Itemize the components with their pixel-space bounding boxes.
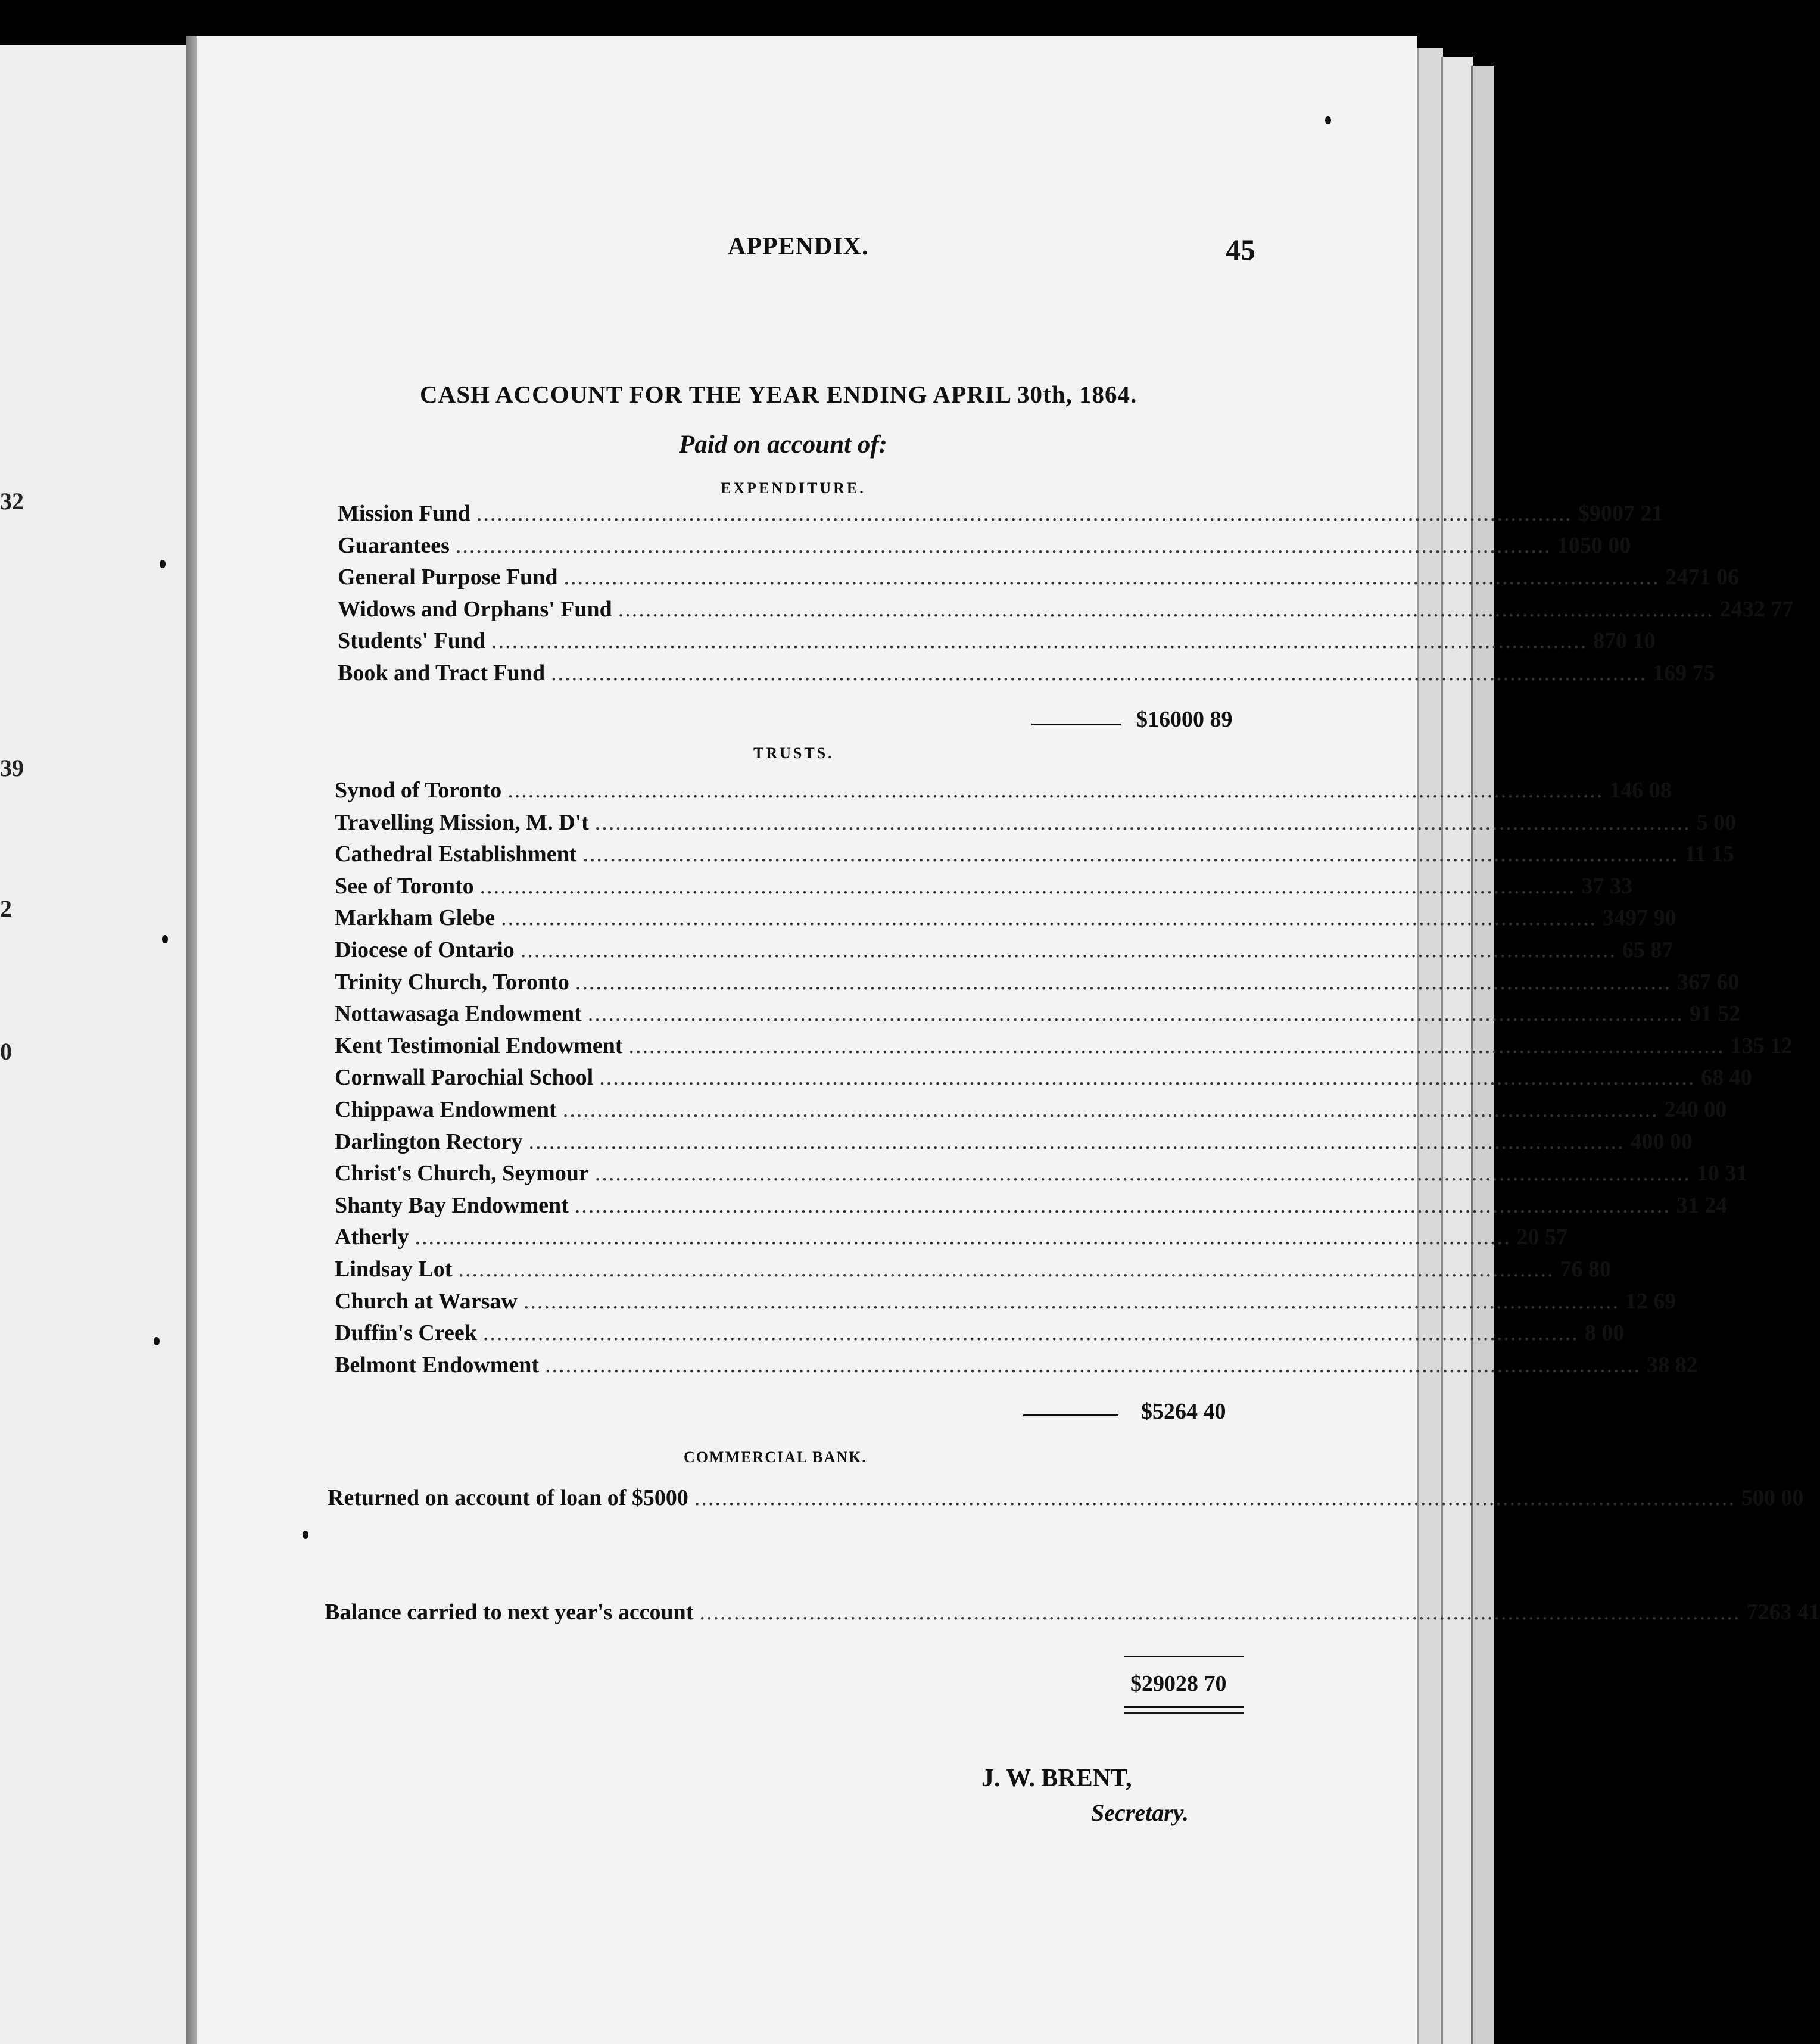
row-amount: 68 40: [1701, 1065, 1752, 1090]
row-amount: 146 08: [1609, 778, 1672, 803]
ledger-row: [335, 1320, 1625, 1350]
row-label: Duffin's Creek: [335, 1320, 477, 1346]
row-amount: 169 75: [1653, 660, 1715, 686]
row-label: Guarantees: [338, 532, 450, 558]
ledger-row: [335, 1192, 1728, 1222]
row-label: Darlington Rectory: [335, 1129, 523, 1154]
running-header: APPENDIX.: [728, 233, 869, 260]
trusts-total: $5264 40: [1141, 1399, 1226, 1424]
dot-leader: ................................................................................................................................................................: [476, 501, 1572, 526]
row-label: See of Toronto: [335, 873, 474, 899]
ink-speck: [160, 560, 166, 568]
row-label: Widows and Orphans' Fund: [338, 596, 612, 622]
row-amount: 12 69: [1625, 1288, 1676, 1314]
ledger-row: [335, 1352, 1698, 1382]
row-amount: 37 33: [1581, 873, 1633, 899]
ledger-row: [335, 841, 1734, 871]
total-double-rule: [1124, 1712, 1244, 1714]
dot-leader: ................................................................................................................................................................: [520, 937, 1616, 962]
page-subtitle: Paid on account of:: [679, 431, 887, 459]
row-label: Atherly: [335, 1224, 409, 1250]
row-label: Students' Fund: [338, 628, 486, 653]
grand-total: $29028 70: [1130, 1671, 1227, 1696]
signatory-name: J. W. BRENT,: [981, 1765, 1132, 1792]
ledger-row: [335, 777, 1672, 807]
row-label: Belmont Endowment: [335, 1352, 540, 1378]
row-amount: 240 00: [1664, 1097, 1727, 1122]
dot-leader: ................................................................................................................................................................: [455, 532, 1551, 558]
dot-leader: ................................................................................................................................................................: [575, 969, 1671, 995]
page-title: CASH ACCOUNT FOR THE YEAR ENDING APRIL 30th, 1864.: [420, 381, 1138, 408]
row-label: Trinity Church, Toronto: [335, 969, 569, 995]
row-amount: 500 00: [1741, 1485, 1804, 1510]
dot-leader: ................................................................................................................................................................: [507, 778, 1604, 803]
margin-number: 39: [0, 755, 24, 781]
row-amount: $9007 21: [1578, 501, 1663, 526]
book-gutter: [186, 36, 197, 2044]
dot-leader: ................................................................................................................................................................: [523, 1288, 1619, 1314]
row-amount: 870 10: [1593, 628, 1656, 653]
ledger-row: [335, 1129, 1693, 1158]
section-heading-commercial-bank: COMMERCIAL BANK.: [684, 1448, 867, 1466]
dot-leader: ........................................................................................................................................................: [694, 1485, 1735, 1510]
section-heading-trusts: TRUSTS.: [753, 744, 834, 762]
ink-speck: [303, 1531, 308, 1539]
ledger-row: [335, 969, 1740, 999]
dot-leader: ................................................................................................................................................................: [479, 873, 1576, 899]
row-label: Returned on account of loan of $5000: [328, 1485, 688, 1510]
row-amount: 76 80: [1560, 1257, 1611, 1282]
ledger-row: [335, 809, 1737, 839]
row-amount: 7263 41: [1746, 1600, 1820, 1625]
row-amount: 20 57: [1516, 1224, 1568, 1250]
row-label: Church at Warsaw: [335, 1288, 518, 1314]
row-amount: 400 00: [1630, 1129, 1693, 1154]
ledger-row: [335, 1224, 1568, 1254]
dot-leader: ................................................................................................................................................................: [528, 1129, 1625, 1154]
row-label: Balance carried to next year's account: [325, 1600, 694, 1625]
ledger-row: [335, 1033, 1793, 1062]
ledger-row: [335, 1001, 1741, 1030]
page-number: 45: [1226, 233, 1255, 266]
dot-leader: ................................................................................................................................................................: [563, 565, 1660, 590]
ledger-row: [338, 532, 1631, 562]
facing-page-edge: [0, 45, 186, 2044]
signatory-title: Secretary.: [1091, 1799, 1189, 1826]
row-label: Cathedral Establishment: [335, 842, 577, 867]
ledger-row: [335, 1096, 1727, 1126]
row-amount: 65 87: [1622, 937, 1673, 962]
ledger-row: [335, 937, 1673, 967]
subtotal-rule: [1031, 724, 1121, 725]
dot-leader: ................................................................................................................................................................: [551, 660, 1647, 686]
dot-leader: ................................................................................................................................................................: [582, 842, 1679, 867]
row-label: Cornwall Parochial School: [335, 1065, 594, 1090]
row-amount: 91 52: [1689, 1001, 1741, 1027]
dot-leader: ................................................................................................................................................................: [594, 809, 1691, 835]
row-amount: 367 60: [1676, 969, 1740, 995]
row-amount: 11 15: [1684, 842, 1734, 867]
row-label: Synod of Toronto: [335, 778, 502, 803]
row-label: Book and Tract Fund: [338, 660, 546, 686]
dot-leader: ................................................................................................................................................................: [415, 1224, 1511, 1250]
ledger-row: [335, 1160, 1748, 1190]
dot-leader: ................................................................................................................................................................: [562, 1097, 1659, 1122]
ledger-row: [338, 500, 1663, 530]
row-label: Nottawasaga Endowment: [335, 1001, 582, 1027]
row-label: General Purpose Fund: [338, 565, 558, 590]
row-label: Markham Glebe: [335, 905, 495, 931]
dot-leader: ................................................................................................................................................................: [594, 1161, 1691, 1186]
ledger-row: [325, 1599, 1820, 1629]
row-label: Chippawa Endowment: [335, 1097, 557, 1122]
dot-leader: ................................................................................................................................................................: [574, 1192, 1671, 1218]
ledger-row: [338, 660, 1715, 690]
total-rule: [1124, 1656, 1244, 1657]
ink-speck: [162, 935, 168, 943]
ledger-row: [338, 564, 1739, 594]
dot-leader: ................................................................................................................................................................: [501, 905, 1597, 931]
ledger-row: [328, 1485, 1804, 1515]
row-amount: 2471 06: [1665, 565, 1739, 590]
dot-leader: ........................................................................................................................................................: [699, 1600, 1741, 1625]
dot-leader: ................................................................................................................................................................: [587, 1001, 1684, 1027]
dot-leader: ................................................................................................................................................................: [618, 596, 1714, 622]
ink-speck: [154, 1337, 160, 1345]
dot-leader: ................................................................................................................................................................: [458, 1257, 1554, 1282]
ledger-row: [335, 905, 1676, 934]
dot-leader: ................................................................................................................................................................: [599, 1065, 1696, 1090]
ledger-row: [335, 873, 1633, 903]
row-label: Shanty Bay Endowment: [335, 1192, 569, 1218]
ledger-row: [338, 628, 1656, 658]
ledger-row: [335, 1064, 1752, 1094]
margin-number: 2: [0, 895, 12, 922]
total-double-rule: [1124, 1706, 1244, 1708]
ledger-row: [335, 1256, 1611, 1286]
row-amount: 10 31: [1696, 1161, 1748, 1186]
expenditure-total: $16000 89: [1136, 707, 1233, 732]
row-label: Travelling Mission, M. D't: [335, 809, 589, 835]
row-label: Mission Fund: [338, 501, 470, 526]
row-amount: 5 00: [1696, 809, 1737, 835]
dot-leader: ................................................................................................................................................................: [491, 628, 1588, 653]
margin-number: 0: [0, 1038, 12, 1065]
section-heading-expenditure: EXPENDITURE.: [721, 479, 866, 497]
row-amount: 1050 00: [1557, 532, 1631, 558]
row-amount: 8 00: [1584, 1320, 1625, 1346]
margin-number: 32: [0, 488, 24, 515]
ledger-row: [335, 1288, 1676, 1318]
row-label: Lindsay Lot: [335, 1257, 453, 1282]
row-amount: 135 12: [1730, 1033, 1793, 1058]
ink-speck: [1325, 116, 1331, 124]
row-label: Diocese of Ontario: [335, 937, 515, 962]
row-amount: 31 24: [1676, 1192, 1728, 1218]
dot-leader: ................................................................................................................................................................: [545, 1352, 1641, 1378]
subtotal-rule: [1023, 1414, 1118, 1416]
row-amount: 38 82: [1647, 1352, 1698, 1378]
row-label: Christ's Church, Seymour: [335, 1161, 589, 1186]
row-label: Kent Testimonial Endowment: [335, 1033, 623, 1058]
row-amount: 3497 90: [1603, 905, 1676, 931]
ledger-row: [338, 596, 1794, 626]
dot-leader: ................................................................................................................................................................: [482, 1320, 1579, 1346]
dot-leader: ................................................................................................................................................................: [628, 1033, 1725, 1058]
row-amount: 2432 77: [1719, 596, 1794, 622]
